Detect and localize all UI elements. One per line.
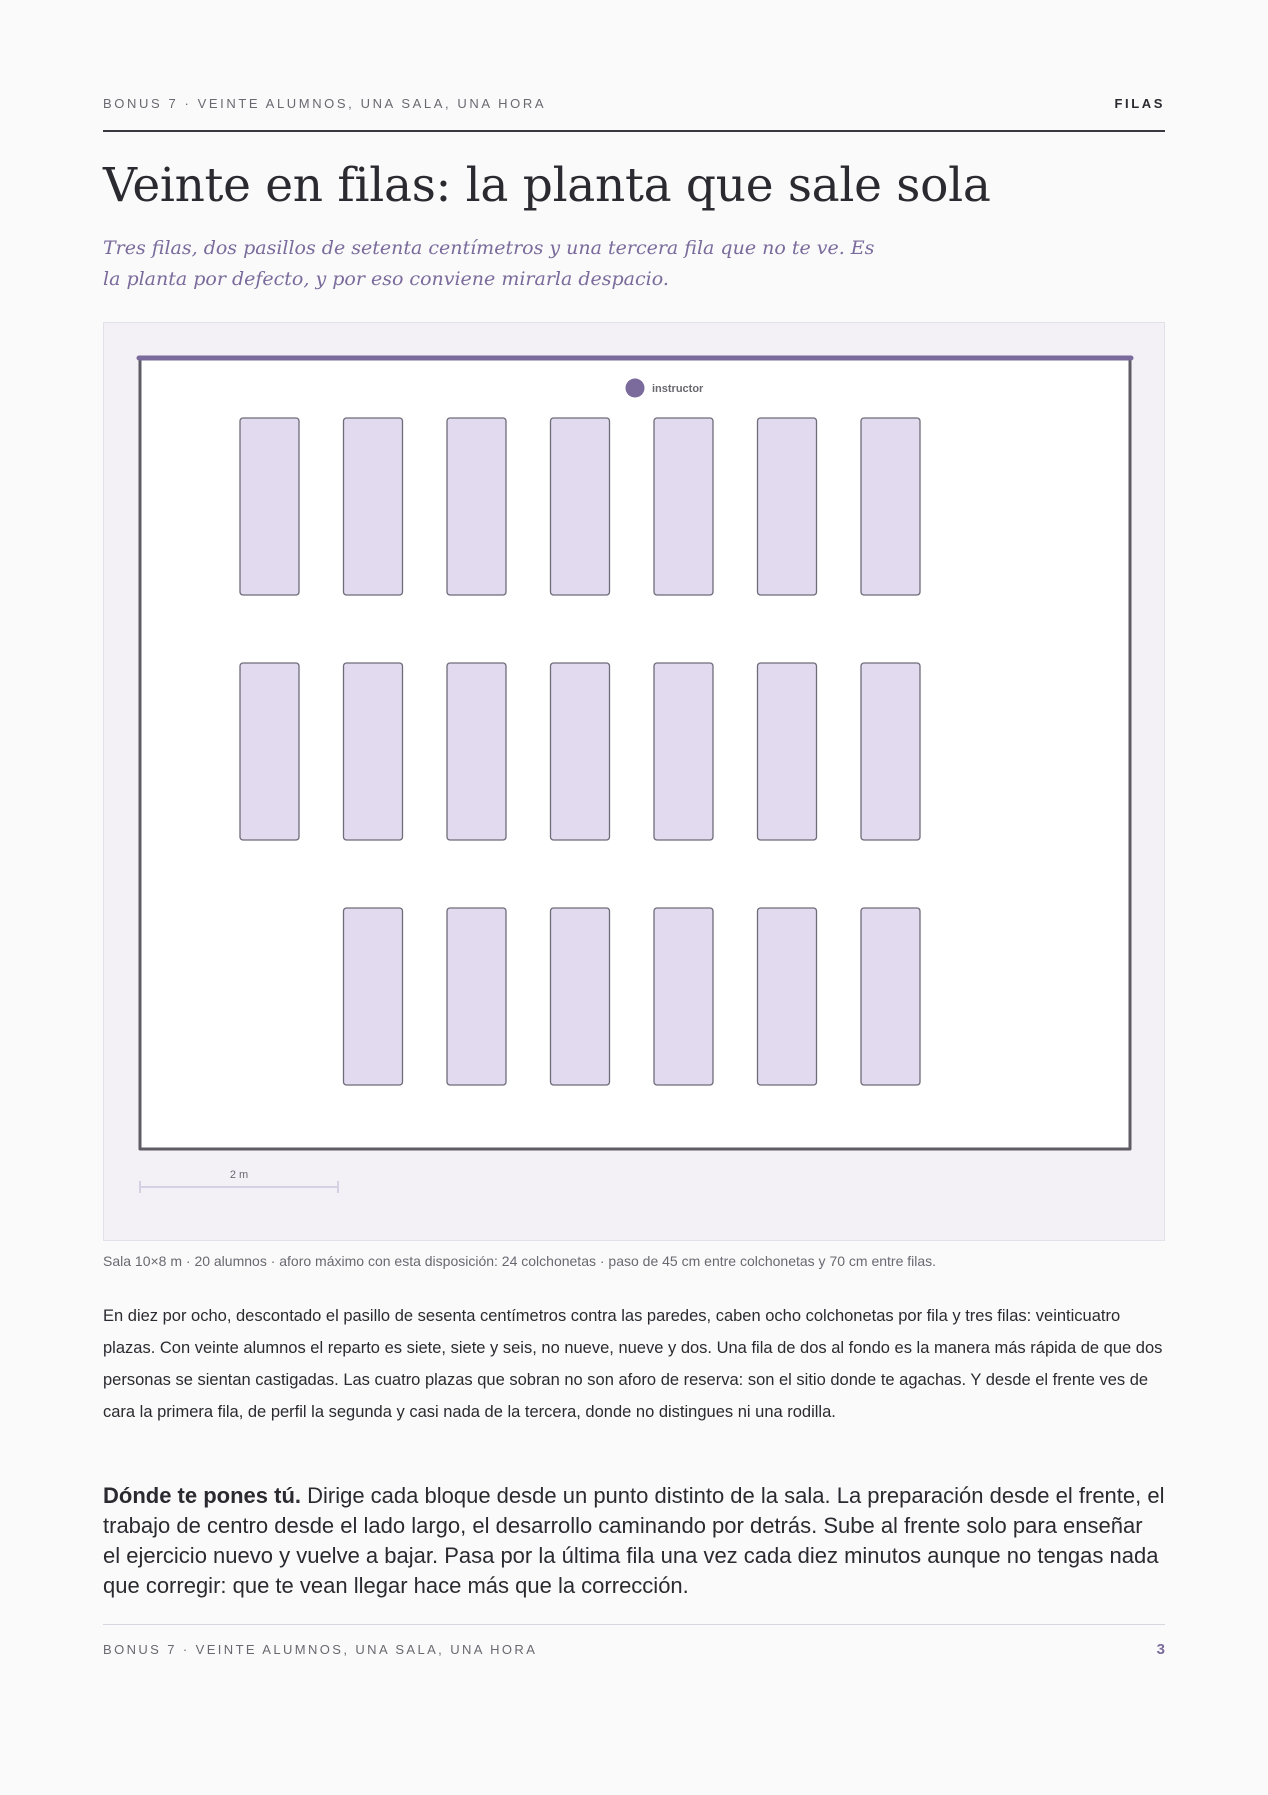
mat [551,908,610,1085]
mat [758,418,817,595]
instructor-label: instructor [652,383,704,395]
mat [861,908,920,1085]
floor-plan-figure [103,322,1165,1241]
mat [447,908,506,1085]
header-rule [103,130,1165,132]
mat [240,418,299,595]
mat [654,663,713,840]
page-number: 3 [1156,1641,1165,1658]
page-subtitle: Tres filas, dos pasillos de setenta centímetros y una tercera fila que no te ve. Es la planta por defecto, y por eso conviene mirarla despacio. [103,237,875,290]
mat [551,663,610,840]
body-paragraph: En diez por ocho, descontado el pasillo de sesenta centímetros contra las paredes, caben ocho colchonetas por fila y tres filas: veinticuatro plazas. Con veinte alumnos el reparto es siete, siete y seis, no nueve, nueve y dos. Una fila de dos al fondo es la manera más rápida de que dos personas se sientan castigadas. Las cuatro plazas que sobran no son aforo de reserva: son el sitio donde te agachas. Y desde el frente ves de cara la primera fila, de perfil la segunda y casi nada de la tercera, donde no distingues ni una rodilla. [103,1307,1163,1421]
page-title: Veinte en filas: la planta que sale sola [103,158,991,213]
running-footer [103,1641,1165,1658]
mat [551,418,610,595]
running-header-title: BONUS 7 · VEINTE ALUMNOS, UNA SALA, UNA HORA [103,96,547,111]
scale-label: 2 m [229,1169,249,1181]
scale-bar [140,1181,338,1193]
mat [758,663,817,840]
running-header [103,96,1165,111]
mat [654,908,713,1085]
mat [344,663,403,840]
callout-lead: Dónde te pones tú. [103,1483,301,1508]
floor-plan-diagram [104,323,1164,1240]
mat [344,908,403,1085]
mat [447,418,506,595]
mat [758,908,817,1085]
mat [861,418,920,595]
section-label: FILAS [1114,96,1165,111]
callout-text: Dirige cada bloque desde un punto distinto de la sala. La preparación desde el frente, el trabajo de centro desde el lado largo, el desarrollo caminando por detrás. Sube al frente solo para enseñar el ejercicio nuevo y vuelve a bajar. Pasa por la última fila una vez cada diez minutos aunque no tengas nada que corregir: que te vean llegar hace más que la corrección. [103,1483,1165,1598]
figure-caption: Sala 10×8 m · 20 alumnos · aforo máximo con esta disposición: 24 colchonetas · paso de 45 cm entre colchonetas y 70 cm entre filas. [103,1253,937,1269]
instructor-marker [626,379,645,398]
mat [344,418,403,595]
mat [447,663,506,840]
mat [240,663,299,840]
callout-paragraph [103,1481,1165,1601]
running-footer-title: BONUS 7 · VEINTE ALUMNOS, UNA SALA, UNA HORA [103,1642,538,1657]
footer-rule [103,1624,1165,1625]
mat [654,418,713,595]
mat [861,663,920,840]
